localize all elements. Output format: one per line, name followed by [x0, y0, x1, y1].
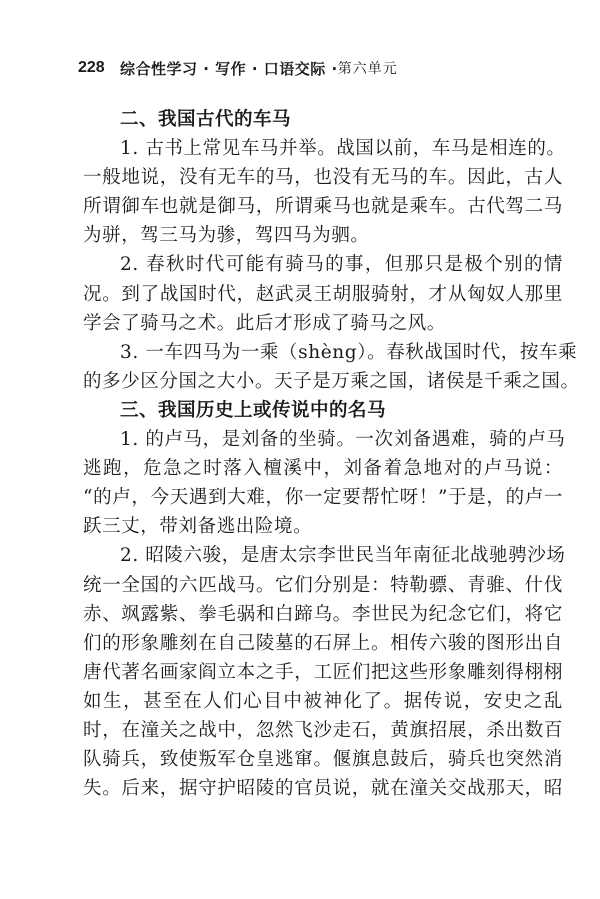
- text-line: 所谓御车也就是御马，所谓乘马也就是乘车。古代驾二马: [83, 196, 563, 218]
- text-line: 唐代著名画家阎立本之手，工匠们把这些形象雕刻得栩栩: [83, 661, 563, 683]
- section-heading: 二、我国古代的车马: [120, 109, 292, 130]
- running-unit: 第六单元: [337, 61, 398, 77]
- text-line: 时，在潼关之战中，忽然飞沙走石，黄旗招展，杀出数百: [83, 719, 563, 741]
- text-line: 学会了骑马之术。此后才形成了骑马之风。: [83, 312, 446, 334]
- page-header: [78, 56, 398, 80]
- text-line: “的卢，今天遇到大难，你一定要帮忙呀！”于是，的卢一: [83, 487, 563, 509]
- text-line: 况。到了战国时代，赵武灵王胡服骑射，才从匈奴人那里: [83, 283, 563, 305]
- paragraph: [83, 338, 580, 396]
- text-line: 们的形象雕刻在自己陵墓的石屏上。相传六骏的图形出自: [83, 632, 563, 654]
- text-line: 1. 古书上常见车马并举。战国以前，车马是相连的。: [120, 138, 566, 160]
- text-line: 统一全国的六匹战马。它们分别是：特勒骠、青骓、什伐: [83, 574, 563, 596]
- paragraph: [83, 541, 566, 803]
- text-line: 逃跑，危急之时落入檀溪中，刘备着急地对的卢马说：: [83, 458, 563, 480]
- paragraph: [83, 134, 566, 250]
- text-line: 2. 春秋时代可能有骑马的事，但那只是极个别的情: [120, 254, 563, 276]
- text-line: 赤、飒露紫、拳毛䯄和白蹄乌。李世民为纪念它们，将它: [83, 603, 563, 625]
- page-body: [83, 105, 580, 803]
- paragraph: [83, 425, 566, 541]
- text-line: 为骈，驾三马为骖，驾四马为驷。: [83, 225, 370, 247]
- text-line: 跃三丈，带刘备逃出险境。: [83, 516, 313, 538]
- text-line: 1. 的卢马，是刘备的坐骑。一次刘备遇难，骑的卢马: [120, 429, 566, 451]
- text-line: 失。后来，据守护昭陵的官员说，就在潼关交战那天，昭: [83, 778, 563, 800]
- paragraph: [83, 250, 563, 337]
- running-title: 综合性学习 · 写作 · 口语交际 ·: [120, 59, 338, 78]
- text-line: 3. 一车四马为一乘（shèng）。春秋战国时代，按车乘: [120, 341, 578, 363]
- page-number: 228: [78, 59, 105, 76]
- text-line: 如生，甚至在人们心目中被神化了。据传说，安史之乱: [83, 690, 563, 712]
- text-line: 的多少区分国之大小。天子是万乘之国，诸侯是千乘之国。: [83, 370, 580, 392]
- text-line: 队骑兵，致使叛军仓皇逃窜。偃旗息鼓后，骑兵也突然消: [83, 749, 563, 771]
- text-line: 2. 昭陵六骏，是唐太宗李世民当年南征北战驰骋沙场: [120, 545, 566, 567]
- text-line: 一般地说，没有无车的马，也没有无马的车。因此，古人: [83, 167, 563, 189]
- section-heading: 三、我国历史上或传说中的名马: [120, 399, 387, 421]
